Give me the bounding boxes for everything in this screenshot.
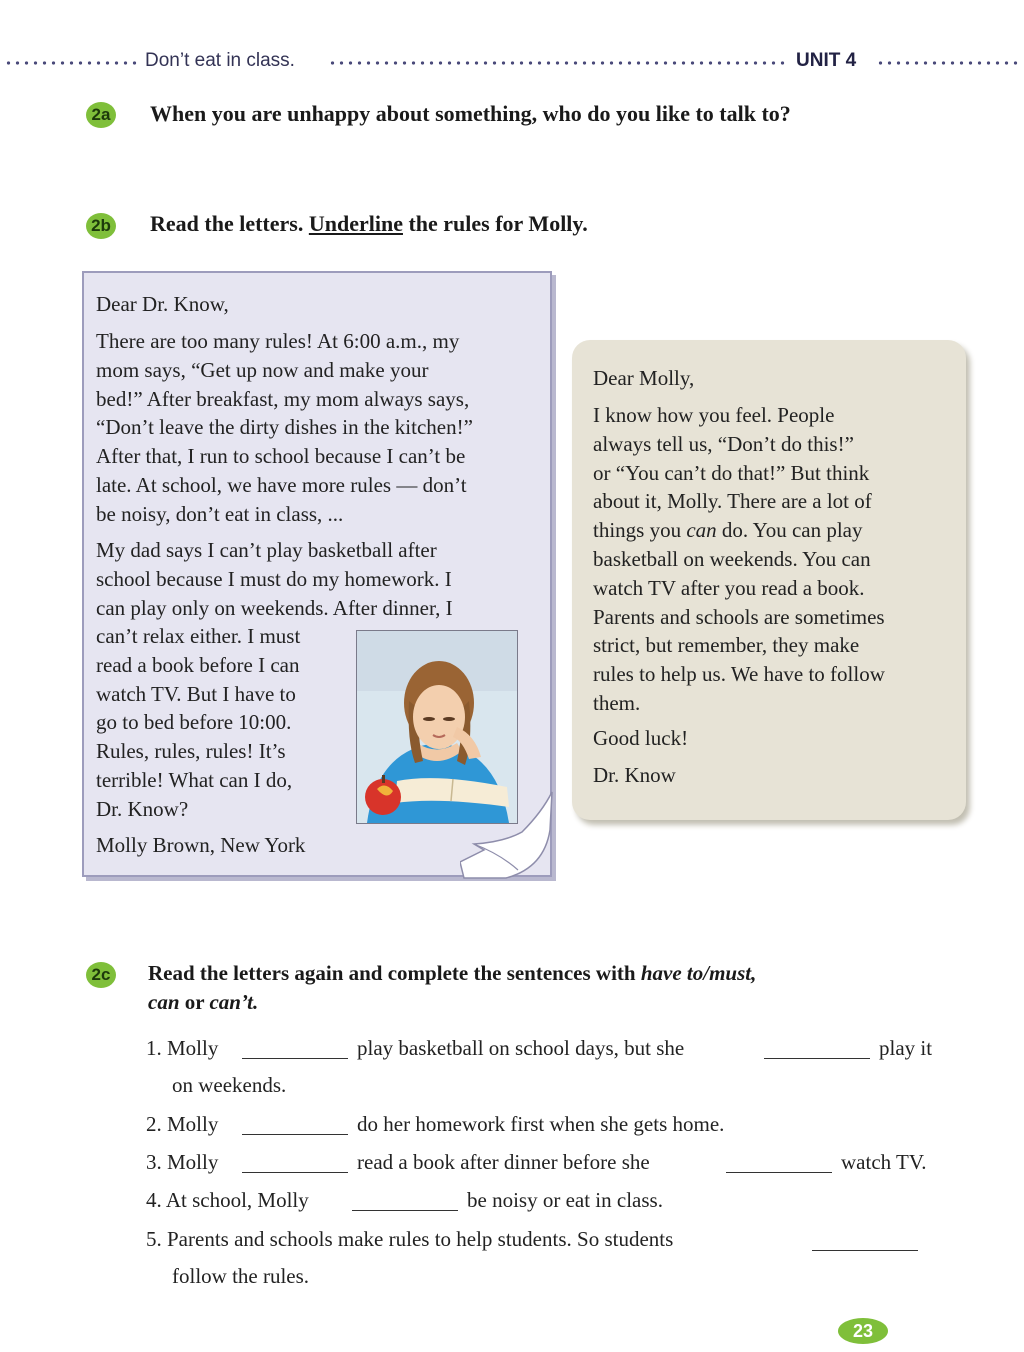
instruction-2b-post: the rules for Molly.	[402, 211, 588, 236]
header-dots-left	[4, 60, 138, 66]
page-curl-graphic	[460, 790, 555, 880]
molly-paragraph-1: There are too many rules! At 6:00 a.m., my mom says, “Get up now and make your bed!” After breakfast, my mom always says, “Don’t leave the dirty dishes in the kitchen!” After that, I run to school because I can’t be late. At school, we have more rules — don’t be noisy, don’t eat in class, ...	[96, 329, 473, 526]
q3-part-a: 3. Molly	[146, 1150, 219, 1174]
q2-part-b: do her homework first when she gets home.	[357, 1112, 725, 1136]
drknow-body-italic: can	[686, 518, 717, 543]
drknow-body	[593, 401, 885, 718]
q3-part-c: watch TV.	[841, 1150, 927, 1174]
drknow-signature: Dr. Know	[593, 763, 676, 787]
badge-2a: 2a	[86, 102, 116, 128]
q1-part-a: 1. Molly	[146, 1036, 219, 1060]
header-dots-right	[876, 60, 1022, 66]
instruction-2b-underlined: Underline	[308, 211, 403, 236]
badge-2b: 2b	[86, 213, 116, 239]
q3-blank-2[interactable]	[726, 1172, 832, 1173]
q1-blank-1[interactable]	[242, 1058, 348, 1059]
header-dots-middle	[328, 60, 788, 66]
instruction-2c-a: Read the letters again and complete the sentences with	[148, 961, 641, 985]
drknow-body-post: do. You can play basketball on weekends. You can watch TV after you read a book. Parents and schools are sometimes strict, but remember, they make rules to help us. We have to follow them.	[593, 518, 885, 715]
q4-part-b: be noisy or eat in class.	[467, 1188, 663, 1212]
q4-part-a: 4. At school, Molly	[146, 1188, 309, 1212]
q5-blank[interactable]	[812, 1250, 918, 1251]
molly-greeting: Dear Dr. Know,	[96, 292, 229, 316]
molly-paragraph-2b: can’t relax either. I must read a book before I can watch TV. But I have to go to bed before 10:00. Rules, rules, rules! It’s terrible! What can I do, Dr. Know?	[96, 624, 301, 821]
molly-paragraph-2a: My dad says I can’t play basketball after school because I must do my homework. I can play only on weekends. After dinner, I	[96, 538, 453, 620]
instruction-2c	[148, 959, 908, 1017]
q2-part-a: 2. Molly	[146, 1112, 219, 1136]
page-number: 23	[838, 1318, 888, 1344]
instruction-2c-or: or	[179, 990, 210, 1014]
q5-part-a: 5. Parents and schools make rules to help students. So students	[146, 1227, 674, 1251]
badge-2c: 2c	[86, 962, 116, 988]
q1-part-d: on weekends.	[172, 1073, 287, 1097]
drknow-greeting: Dear Molly,	[593, 366, 695, 390]
instruction-2c-cant: can’t.	[209, 990, 259, 1014]
page-header	[0, 48, 1024, 76]
q2-blank[interactable]	[242, 1134, 348, 1135]
q4-blank[interactable]	[352, 1210, 458, 1211]
drknow-closing: Good luck!	[593, 726, 689, 750]
q5-part-b: follow the rules.	[172, 1264, 310, 1288]
q1-part-b: play basketball on school days, but she	[357, 1036, 685, 1060]
instruction-2b	[150, 211, 588, 237]
unit-label: UNIT 4	[796, 50, 857, 71]
q1-part-c: play it	[879, 1036, 933, 1060]
q3-part-b: read a book after dinner before she	[357, 1150, 650, 1174]
drknow-body-pre: I know how you feel. People always tell us, “Don’t do this!” or “You can’t do that!” But think about it, Molly. There are a lot of things you	[593, 403, 872, 543]
instruction-2c-have-to-must: have to/must,	[640, 961, 757, 985]
instruction-2a: When you are unhappy about something, who do you like to talk to?	[150, 101, 791, 126]
q3-blank-1[interactable]	[242, 1172, 348, 1173]
instruction-2b-pre: Read the letters.	[150, 211, 309, 236]
instruction-2c-can: can	[148, 990, 180, 1014]
lesson-title: Don’t eat in class.	[145, 50, 295, 71]
molly-signature: Molly Brown, New York	[96, 833, 306, 857]
q1-blank-2[interactable]	[764, 1058, 870, 1059]
